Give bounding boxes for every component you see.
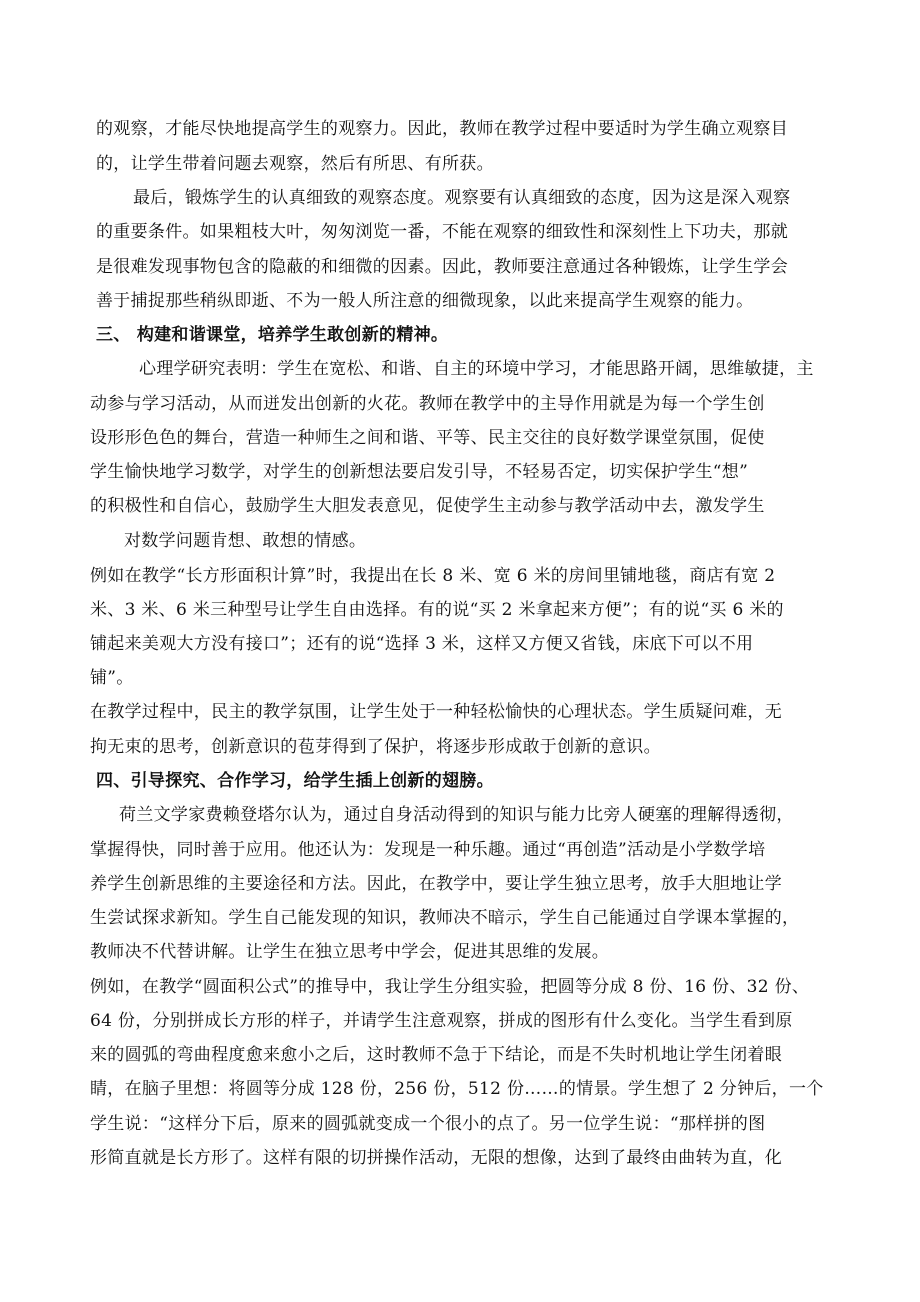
text-line: 拘无束的思考，创新意识的苞芽得到了保护，将逐步形成敢于创新的意识。 xyxy=(90,737,661,757)
text-line: 的观察，才能尽快地提高学生的观察力。因此，教师在教学过程中要适时为学生确立观察目 xyxy=(96,119,788,139)
section-heading: 三、 构建和谐课堂，培养学生敢创新的精神。 xyxy=(96,325,449,345)
text-line: 动参与学习活动，从而迸发出创新的火花。教师在教学中的主导作用就是为每一个学生创 xyxy=(90,394,765,414)
text-line: 最后，锻炼学生的认真细致的观察态度。观察要有认真细致的态度，因为这是深入观察 xyxy=(133,188,791,208)
text-line: 对数学问题肯想、敢想的情感。 xyxy=(124,531,367,551)
text-line: 在教学过程中，民主的教学氛围，让学生处于一种轻松愉快的心理状态。学生质疑问难，无 xyxy=(90,702,782,722)
text-line: 形简直就是长方形了。这样有限的切拼操作活动，无限的想像，达到了最终由曲转为直，化 xyxy=(90,1148,782,1168)
text-line: 的重要条件。如果粗枝大叶，匆匆浏览一番，不能在观察的细致性和深刻性上下功夫，那就 xyxy=(96,222,788,242)
section-heading: 四、引导探究、合作学习，给学生插上创新的翅膀。 xyxy=(96,771,494,791)
text-line: 的，让学生带着问题去观察，然后有所思、有所获。 xyxy=(96,154,494,174)
text-line: 铺起来美观大方没有接口”；还有的说“选择 3 米，这样又方便又省钱，床底下可以不用 xyxy=(90,634,754,654)
text-line: 生尝试探求新知。学生自己能发现的知识，教师决不暗示，学生自己能通过自学课本掌握的， xyxy=(90,908,800,928)
text-line: 设形形色色的舞台，营造一种师生之间和谐、平等、民主交往的良好数学课堂氛围，促使 xyxy=(90,428,765,448)
text-line: 教师决不代替讲解。让学生在独立思考中学会，促进其思维的发展。 xyxy=(90,942,609,962)
text-line: 荷兰文学家费赖登塔尔认为，通过自身活动得到的知识与能力比旁人硬塞的理解得透彻， xyxy=(119,805,794,825)
text-line: 学生说：“这样分下后，原来的圆弧就变成一个很小的点了。另一位学生说：“那样拼的图 xyxy=(90,1114,766,1134)
text-line: 善于捕捉那些稍纵即逝、不为一般人所注意的细微现象，以此来提高学生观察的能力。 xyxy=(96,291,754,311)
text-line: 米、3 米、6 米三种型号让学生自由选择。有的说“买 2 米拿起来方便”；有的说“买 6 米的 xyxy=(90,600,784,620)
text-line: 例如，在教学“圆面积公式”的推导中，我让学生分组实验，把圆等分成 8 份、16 份、32 份、 xyxy=(90,977,810,997)
text-line: 睛，在脑子里想：将圆等分成 128 份，256 份，512 份……的情景。学生想了 2 分钟后，一个 xyxy=(90,1079,824,1099)
text-line: 的积极性和自信心，鼓励学生大胆发表意见，促使学生主动参与教学活动中去，激发学生 xyxy=(90,496,765,516)
text-line: 心理学研究表明：学生在宽松、和谐、自主的环境中学习，才能思路开阔，思维敏捷，主 xyxy=(139,359,814,379)
text-line: 来的圆弧的弯曲程度愈来愈小之后，这时教师不急于下结论，而是不失时机地让学生闭着眼 xyxy=(90,1045,782,1065)
text-line: 是很难发现事物包含的隐蔽的和细微的因素。因此，教师要注意通过各种锻炼，让学生学会 xyxy=(96,257,788,277)
text-line: 学生愉快地学习数学，对学生的创新想法要启发引导，不轻易否定，切实保护学生“想” xyxy=(90,462,749,482)
text-line: 铺”。 xyxy=(90,668,134,688)
text-line: 养学生创新思维的主要途径和方法。因此，在教学中，要让学生独立思考，放手大胆地让学 xyxy=(90,874,782,894)
text-line: 64 份，分别拼成长方形的样子，并请学生注意观察，拼成的图形有什么变化。当学生看到原 xyxy=(90,1011,793,1031)
text-line: 例如在教学“长方形面积计算”时，我提出在长 8 米、宽 6 米的房间里铺地毯，商店有宽 2 xyxy=(90,566,776,586)
text-line: 掌握得快，同时善于应用。他还认为：发现是一种乐趣。通过“再创造”活动是小学数学培 xyxy=(90,840,766,860)
